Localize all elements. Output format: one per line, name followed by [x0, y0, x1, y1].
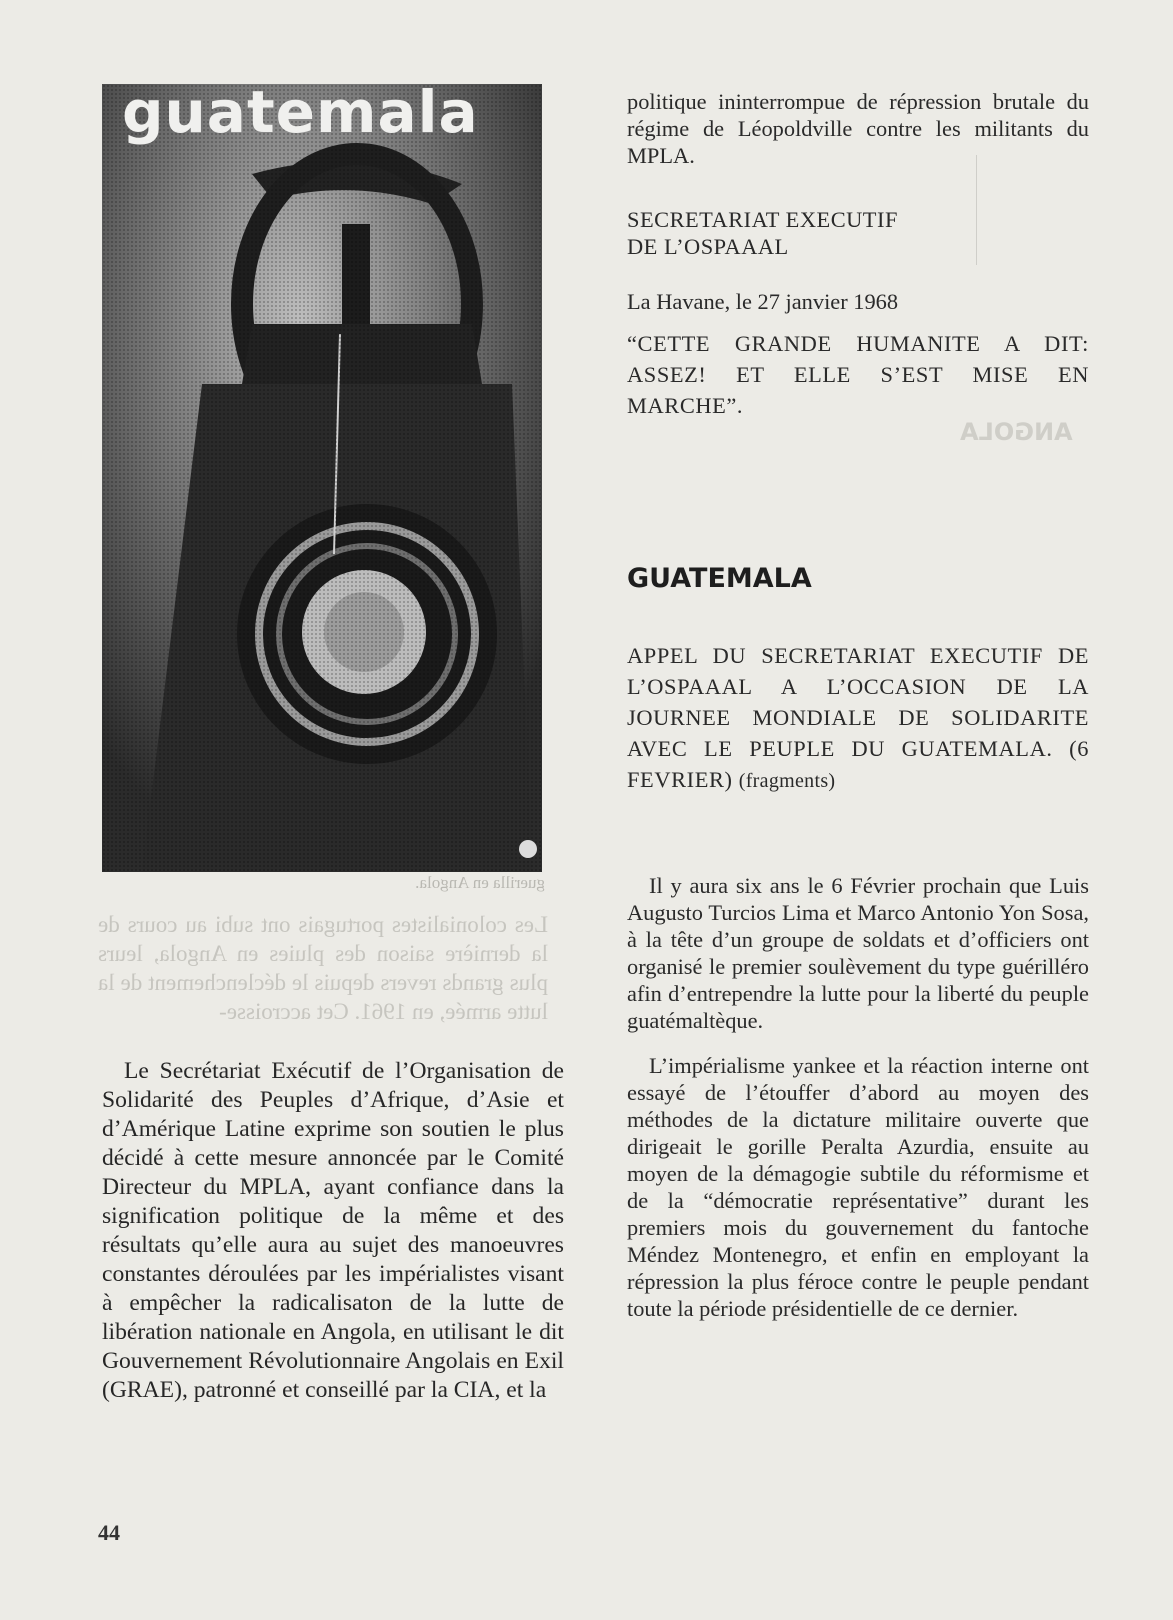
body-paragraph: L’impérialisme yankee et la réaction interne ont essayé de l’étouffer d’abord au moyen des méthodes de la dictature militaire ouverte que dirigeait le gorille Peralta Azurdia, ensuite au moyen de la démagogie subtile du réformisme et de la “démocratie représentative” durant les premiers mois du gouvernement du fantoche Méndez Montenegro, et enfin en employant la répression la plus féroce contre le peuple pendant toute la période présidentielle de ce dernier.	[627, 1053, 1089, 1321]
revolver-muzzle-icon	[102, 84, 542, 872]
divider	[976, 155, 977, 265]
article-body	[627, 872, 1089, 1340]
bleed-through-text: Les colonialistes portugais ont subi au cours de la dernière saison des pluies en Angola, leurs plus grands revers depuis le déclenchement de la lutte armée, en 1961. Cet accroisse-	[98, 912, 548, 1024]
bleed-through-caption: guerilla en Angola.	[415, 873, 545, 892]
guatemala-poster-image	[102, 84, 542, 872]
signature-block	[627, 206, 1089, 260]
bleed-through-heading: ANGOLA	[960, 418, 1073, 446]
dateline: La Havane, le 27 janvier 1968	[627, 289, 899, 314]
appeal-title	[627, 640, 1089, 797]
appeal-note: (fragments)	[738, 770, 836, 792]
poster-title: guatemala	[122, 78, 479, 146]
left-paragraph: Le Secrétariat Exécutif de l’Organisation de Solidarité des Peuples d’Afrique, d’Asie et d’Amérique Latine exprime son soutien le plus décidé à cette mesure annoncée par le Comité Directeur du MPLA, ayant confiance dans la signification politique de la même et des résultats qu’elle aura au sujet des manoeuvres constantes déroulées par les impérialistes visant à empêcher la radicalisaton de la lutte de libération nationale en Angola, en utilisant le dit Gouvernement Révolutionnaire Angolais en Exil (GRAE), patronné et conseillé par la CIA, et la	[102, 1058, 564, 1403]
section-heading: GUATEMALA	[627, 563, 812, 594]
closing-quote: “CETTE GRANDE HUMANITE A DIT: ASSEZ! ET ELLE S’EST MISE EN MARCHE”.	[627, 331, 1089, 418]
appeal-text: APPEL DU SECRETARIAT EXECUTIF DE L’OSPAAAL A L’OCCASION DE LA JOURNEE MONDIALE DE SOLIDARITE AVEC LE PEUPLE DU GUATEMALA. (6 FEVRIER)	[627, 643, 1089, 792]
signature-line: DE L’OSPAAAL	[627, 234, 789, 259]
continuation-paragraph: politique ininterrompue de répression brutale du régime de Léopoldville contre les militants du MPLA.	[627, 89, 1089, 168]
left-column-text	[102, 1057, 564, 1405]
page-number: 44	[98, 1520, 120, 1545]
body-paragraph: Il y aura six ans le 6 Février prochain que Luis Augusto Turcios Lima et Marco Antonio Yon Sosa, à la tête d’un groupe de soldats et d’officiers ont organisé le premier soulèvement du type guérilléro afin d’entrependre la lutte pour la liberté du peuple guatémaltèque.	[627, 873, 1089, 1033]
signature-line: SECRETARIAT EXECUTIF	[627, 207, 898, 232]
